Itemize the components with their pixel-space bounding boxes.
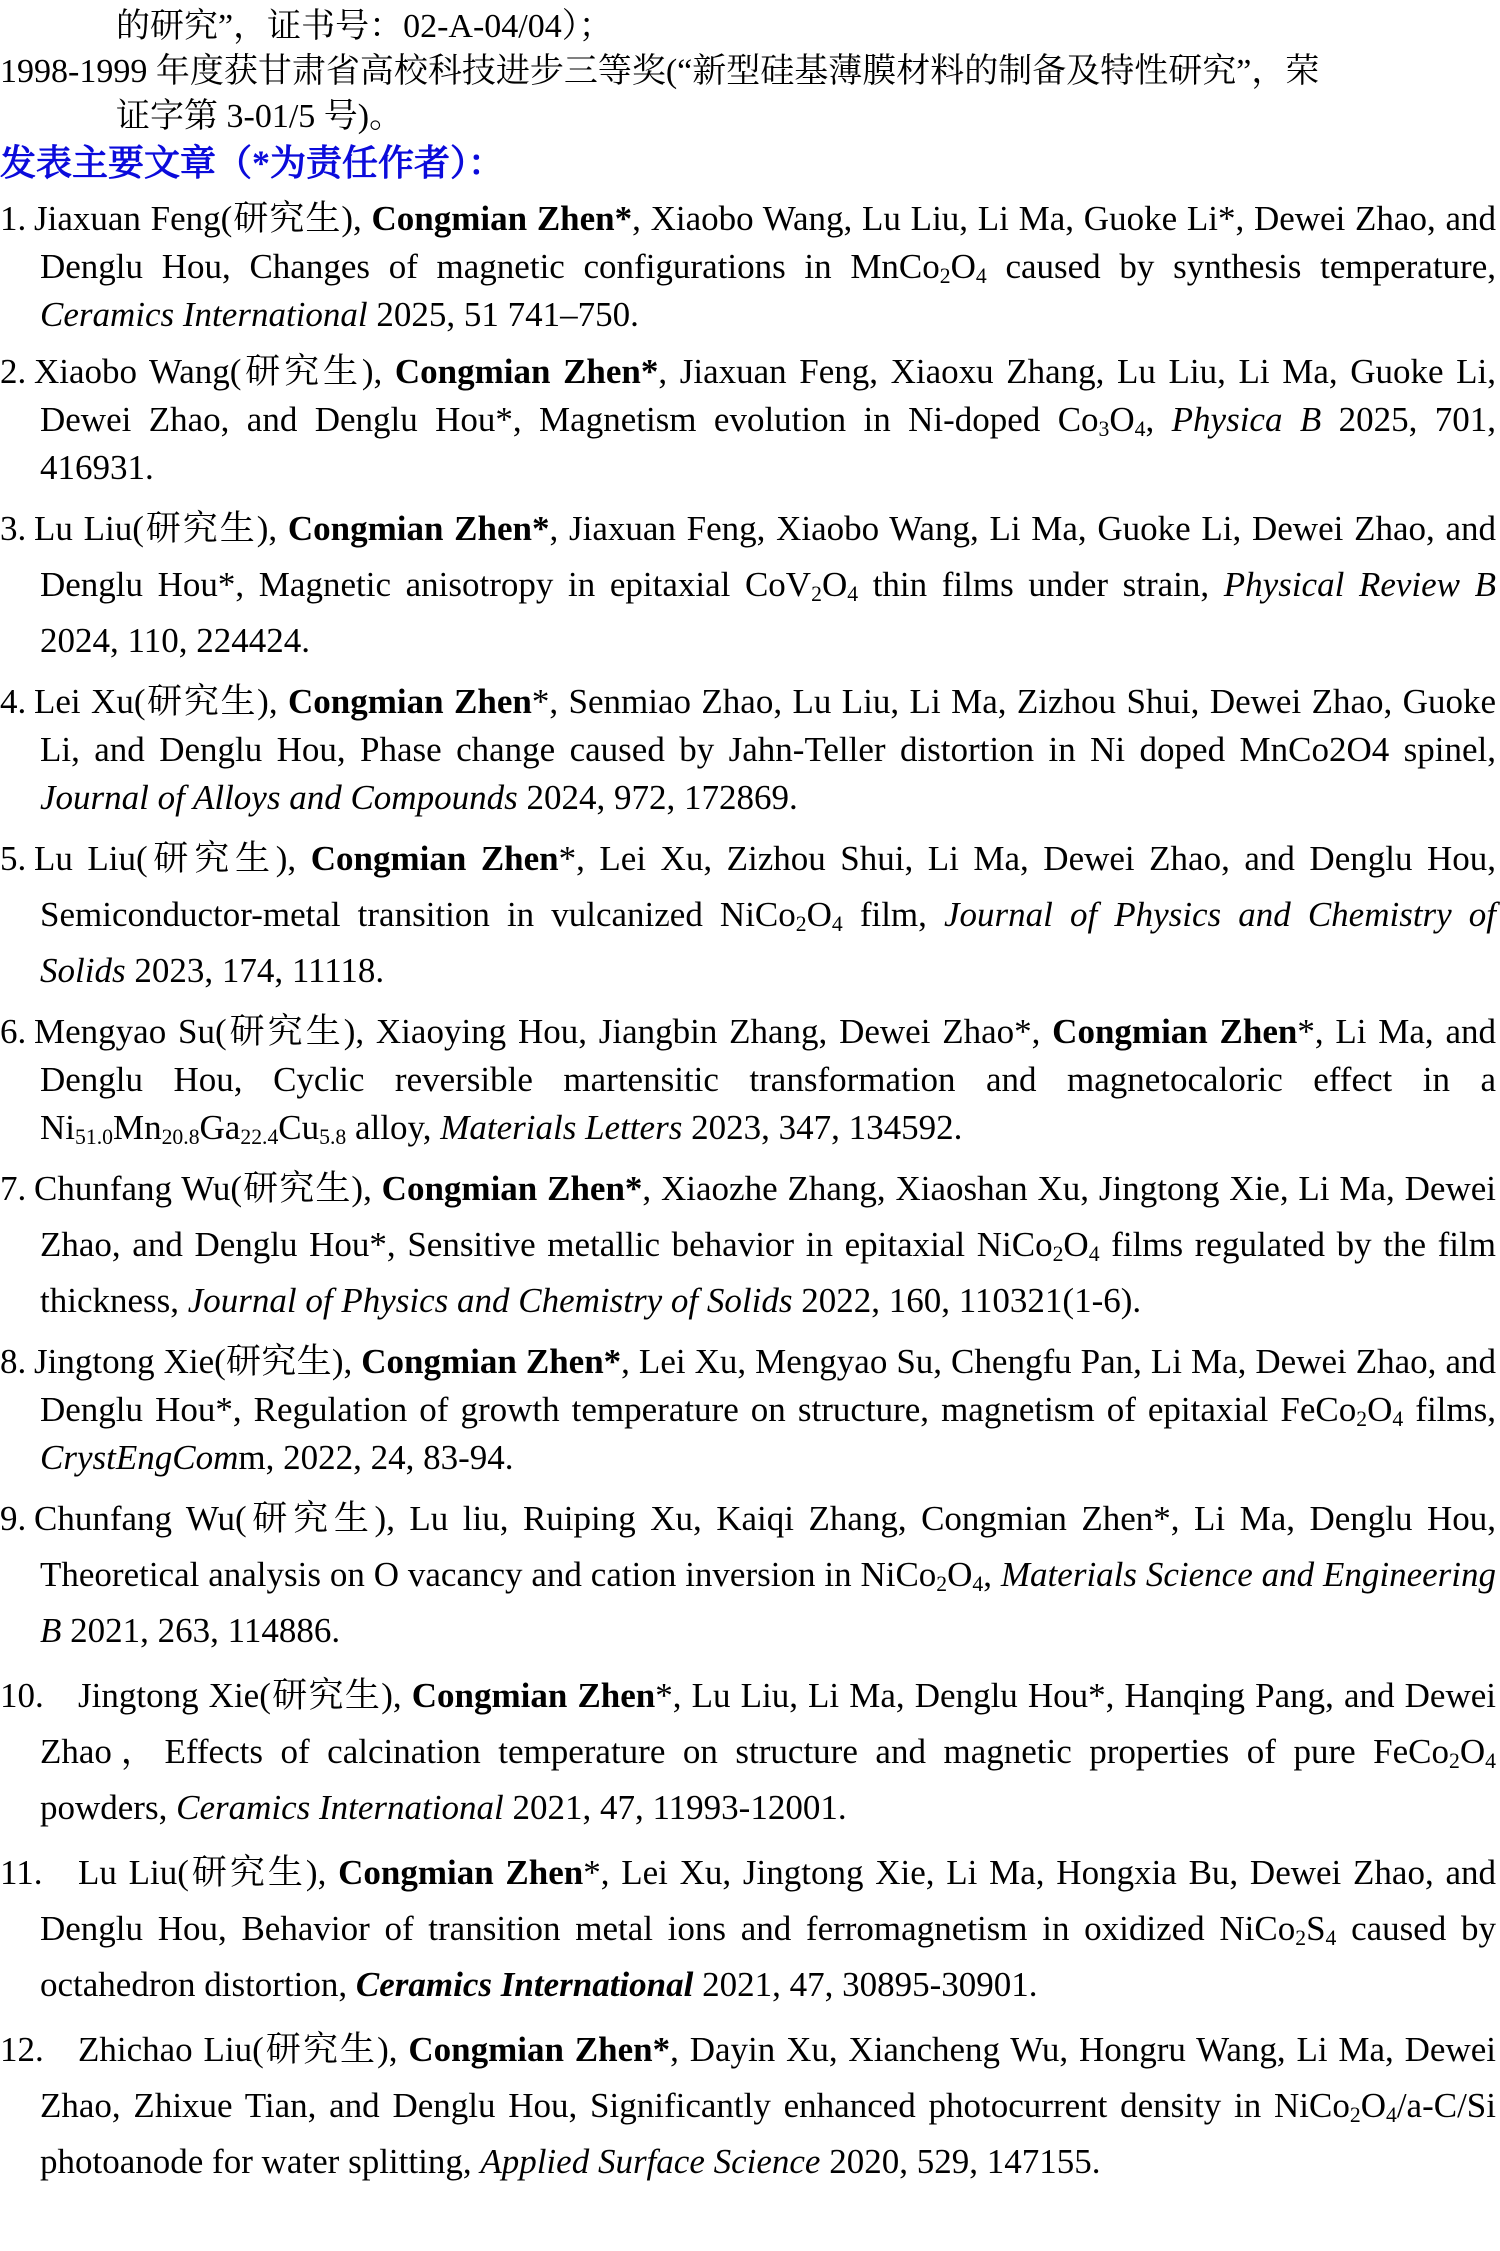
publication-number: 4. [0,682,27,721]
text-segment: , [1145,400,1172,439]
publication-number: 9. [0,1499,27,1538]
text-segment: 4 [972,1571,984,1596]
text-segment: 4 [975,263,987,288]
text-segment: Xiaobo Wang(研究生), [34,352,395,391]
text-segment: 4 [1392,1406,1404,1431]
publication-number: 2. [0,352,27,391]
text-segment: 4 [1325,1925,1337,1950]
text-segment: caused by octahedron distortion, [40,1909,1496,2004]
text-segment: , Dayin Xu, Xiancheng Wu, Hongru Wang, Li Ma, Dewei Zhao, Zhixue Tian, and Denglu Hou, Significantly enhanced photocurrent density in NiCo [40,2030,1496,2125]
text-segment: Zhichao Liu(研究生), [78,2030,409,2069]
publication-number: 7. [0,1169,27,1208]
text-segment: 2025, 51 741–750. [367,295,639,334]
text-segment: Lu Liu(研究生), [34,839,311,878]
text-segment: Congmian Zhen* [408,2030,671,2069]
text-segment: 2 [1356,1406,1368,1431]
text-segment: 2 [939,263,951,288]
text-segment: Congmian Zhen* [287,509,550,548]
text-segment: Mengyao Su(研究生), Xiaoying Hou, Jiangbin Zhang, Dewei Zhao*, [34,1012,1053,1051]
publication-item [0,831,1500,999]
text-segment: *, Lei Xu, Jingtong Xie, Li Ma, Hongxia Bu, Dewei Zhao, and Denglu Hou, Behavior of transition metal ions and ferromagnetism in oxidized NiCo [40,1853,1496,1948]
text-segment: Congmian Zhen [411,1676,656,1715]
text-segment: Journal of Physics and Chemistry of Solids [40,895,1496,990]
text-segment: 2023, 174, 11118. [125,951,385,990]
text-segment: 4 [847,581,859,606]
text-segment: Jingtong Xie(研究生), [34,1342,362,1381]
publication-item [0,195,1500,339]
text-segment: Physica B [1171,400,1322,439]
text-segment: Jiaxuan Feng(研究生), [34,199,372,238]
text-segment: Journal of Physics and Chemistry of Solids [187,1281,793,1320]
text-segment: Ceramics International [355,1965,694,2004]
text-segment: 4 [1485,1748,1496,1773]
text-segment: Congmian Zhen* [394,352,659,391]
publication-item [0,1161,1500,1329]
text-segment: Lei Xu(研究生), [34,682,288,721]
text-segment: Lu Liu(研究生), [78,1853,339,1892]
text-segment: , Xiaobo Wang, Lu Liu, Li Ma, Guoke Li*, Dewei Zhao, and Denglu Hou, Changes of magnetic configurations in MnCo [40,199,1496,286]
text-segment: 2020, 529, 147155. [820,2142,1101,2181]
text-segment: 2025, 701, 416931. [40,400,1496,487]
text-segment: *, Senmiao Zhao, Lu Liu, Li Ma, Zizhou Shui, Dewei Zhao, Guoke Li, and Denglu Hou, Phase change caused by Jahn-Teller distortion in Ni doped MnCo2O4 spinel, [40,682,1496,769]
text-segment: 2 [936,1571,948,1596]
text-segment: 2023, 347, 134592. [682,1108,963,1147]
publication-number: 6. [0,1012,27,1051]
text-segment: /a-C/Si photoanode for water splitting, [40,2086,1496,2181]
text-segment: , Lei Xu, Mengyao Su, Chengfu Pan, Li Ma, Dewei Zhao, and Denglu Hou*, Regulation of growth temperature on structure, magnetism of epitaxial FeCo [40,1342,1496,1429]
publication-list [0,195,1500,2190]
text-segment: Congmian Zhen [1052,1012,1298,1051]
publication-number: 1. [0,199,27,238]
publication-number: 8. [0,1342,27,1381]
text-segment: 2 [1295,1925,1307,1950]
text-segment: film, [842,895,944,934]
award-line-1: 的研究”，证书号：02-A-04/04）； [116,8,613,45]
text-segment: , Jiaxuan Feng, Xiaoxu Zhang, Lu Liu, Li Ma, Guoke Li, Dewei Zhao, and Denglu Hou*, Magnetism evolution in Ni-doped Co [40,352,1496,439]
text-segment: Congmian Zhen [338,1853,584,1892]
publication-item [0,1668,1500,1836]
text-segment: O [950,247,976,286]
text-segment: O [1109,400,1135,439]
text-segment: 4 [1134,416,1146,441]
text-segment: O [1459,1732,1486,1771]
text-segment: Ceramics International [40,295,368,334]
publication-item [0,1491,1500,1659]
text-segment: Congmian Zhen* [371,199,633,238]
text-segment: , [983,1555,1001,1594]
text-segment: S [1306,1909,1326,1948]
publication-number: 3. [0,509,27,548]
text-segment: 2021, 47, 11993-12001. [503,1788,847,1827]
text-segment: 2 [1349,2102,1361,2127]
text-segment: Ga [199,1108,241,1147]
text-segment: O [1360,2086,1386,2125]
text-segment: O [1063,1225,1089,1264]
text-segment: 2 [1449,1748,1460,1773]
text-segment: Congmian Zhen [288,682,532,721]
text-segment: 2 [1052,1241,1064,1266]
text-segment: O [821,565,848,604]
text-segment: films regulated by the film thickness, [40,1225,1496,1320]
publication-item [0,1008,1500,1152]
text-segment: Congmian Zhen* [361,1342,622,1381]
text-segment: O [806,895,832,934]
text-segment: 3 [1098,416,1110,441]
text-segment: Lu Liu(研究生), [34,509,288,548]
text-segment: , Jiaxuan Feng, Xiaobo Wang, Li Ma, Guoke Li, Dewei Zhao, and Denglu Hou*, Magnetic anisotropy in epitaxial CoV [40,509,1496,604]
publication-item [0,678,1500,822]
publication-item [0,501,1500,669]
text-segment: O [1367,1390,1393,1429]
text-segment: thin films under strain, [858,565,1224,604]
text-segment: 2022, 160, 110321(1-6). [792,1281,1142,1320]
text-segment: Ceramics International [176,1788,504,1827]
text-segment: 2024, 972, 172869. [517,778,798,817]
text-segment: films, [1403,1390,1496,1429]
text-segment: 4 [831,911,843,936]
text-segment: 51.0 [75,1124,113,1149]
text-segment: Congmian Zhen* [381,1169,643,1208]
text-segment: 20.8 [161,1124,200,1149]
text-segment: Materials Science and Engineering B [40,1555,1497,1650]
text-segment: , Xiaozhe Zhang, Xiaoshan Xu, Jingtong Xie, Li Ma, Dewei Zhao, and Denglu Hou*, Sensitive metallic behavior in epitaxial NiCo [40,1169,1496,1264]
section-heading: 发表主要文章（*为责任作者）： [0,143,505,183]
text-segment: 22.4 [240,1124,279,1149]
text-segment: 2024, 110, 224424. [40,621,310,660]
text-segment: 2 [811,581,822,606]
text-segment: Cu [278,1108,320,1147]
text-segment: *, Li Ma, and Denglu Hou, Cyclic reversible martensitic transformation and magnetocaloric effect in a Ni [40,1012,1496,1147]
text-segment: Chunfang Wu(研究生), Lu liu, Ruiping Xu, Kaiqi Zhang, Congmian Zhen*, Li Ma, Denglu Hou, Theoretical analysis on O vacancy and cation inversion in NiCo [34,1499,1496,1594]
text-segment: 5.8 [319,1124,347,1149]
text-segment: Mn [112,1108,162,1147]
awards-block [0,4,1500,139]
text-segment: 4 [1088,1241,1100,1266]
text-segment: Materials Letters [440,1108,683,1147]
publication-number: 12. [0,2030,44,2069]
text-segment: 2021, 263, 114886. [61,1611,341,1650]
publication-item [0,2022,1500,2190]
text-segment: 2021, 47, 30895-30901. [693,1965,1038,2004]
text-segment: powders, [40,1788,177,1827]
publication-item [0,348,1500,492]
text-segment: Journal of Alloys and Compounds [40,778,518,817]
text-segment: Applied Surface Science [480,2142,821,2181]
text-segment: 2 [795,911,807,936]
publication-item [0,1845,1500,2013]
text-segment: O [947,1555,973,1594]
text-segment: Chunfang Wu(研究生), [34,1169,382,1208]
text-segment: *, Lei Xu, Zizhou Shui, Li Ma, Dewei Zhao, and Denglu Hou, Semiconductor-metal transition in vulcanized NiCo [40,839,1496,934]
text-segment: 4 [1385,2102,1397,2127]
publication-number: 10. [0,1676,44,1715]
text-segment: *, Lu Liu, Li Ma, Denglu Hou*, Hanqing Pang, and Dewei Zhao，Effects of calcination temperature on structure and magnetic properties of pure FeCo [40,1676,1496,1771]
award-line-3: 证字第 3-01/5 号)。 [116,98,404,135]
text-segment: Jingtong Xie(研究生), [78,1676,412,1715]
text-segment: m, 2022, 24, 83-94. [238,1438,514,1477]
publication-number: 11. [0,1853,43,1892]
text-segment: caused by synthesis temperature, [986,247,1496,286]
award-line-2: 1998-1999 年度获甘肃省高校科技进步三等奖(“新型硅基薄膜材料的制备及特性研究”，荣 [0,53,1320,90]
text-segment: CrystEngCom [40,1438,239,1477]
publication-number: 5. [0,839,27,878]
text-segment: Physical Review B [1223,565,1496,604]
text-segment: alloy, [346,1108,441,1147]
publication-item [0,1338,1500,1482]
text-segment: Congmian Zhen [310,839,559,878]
